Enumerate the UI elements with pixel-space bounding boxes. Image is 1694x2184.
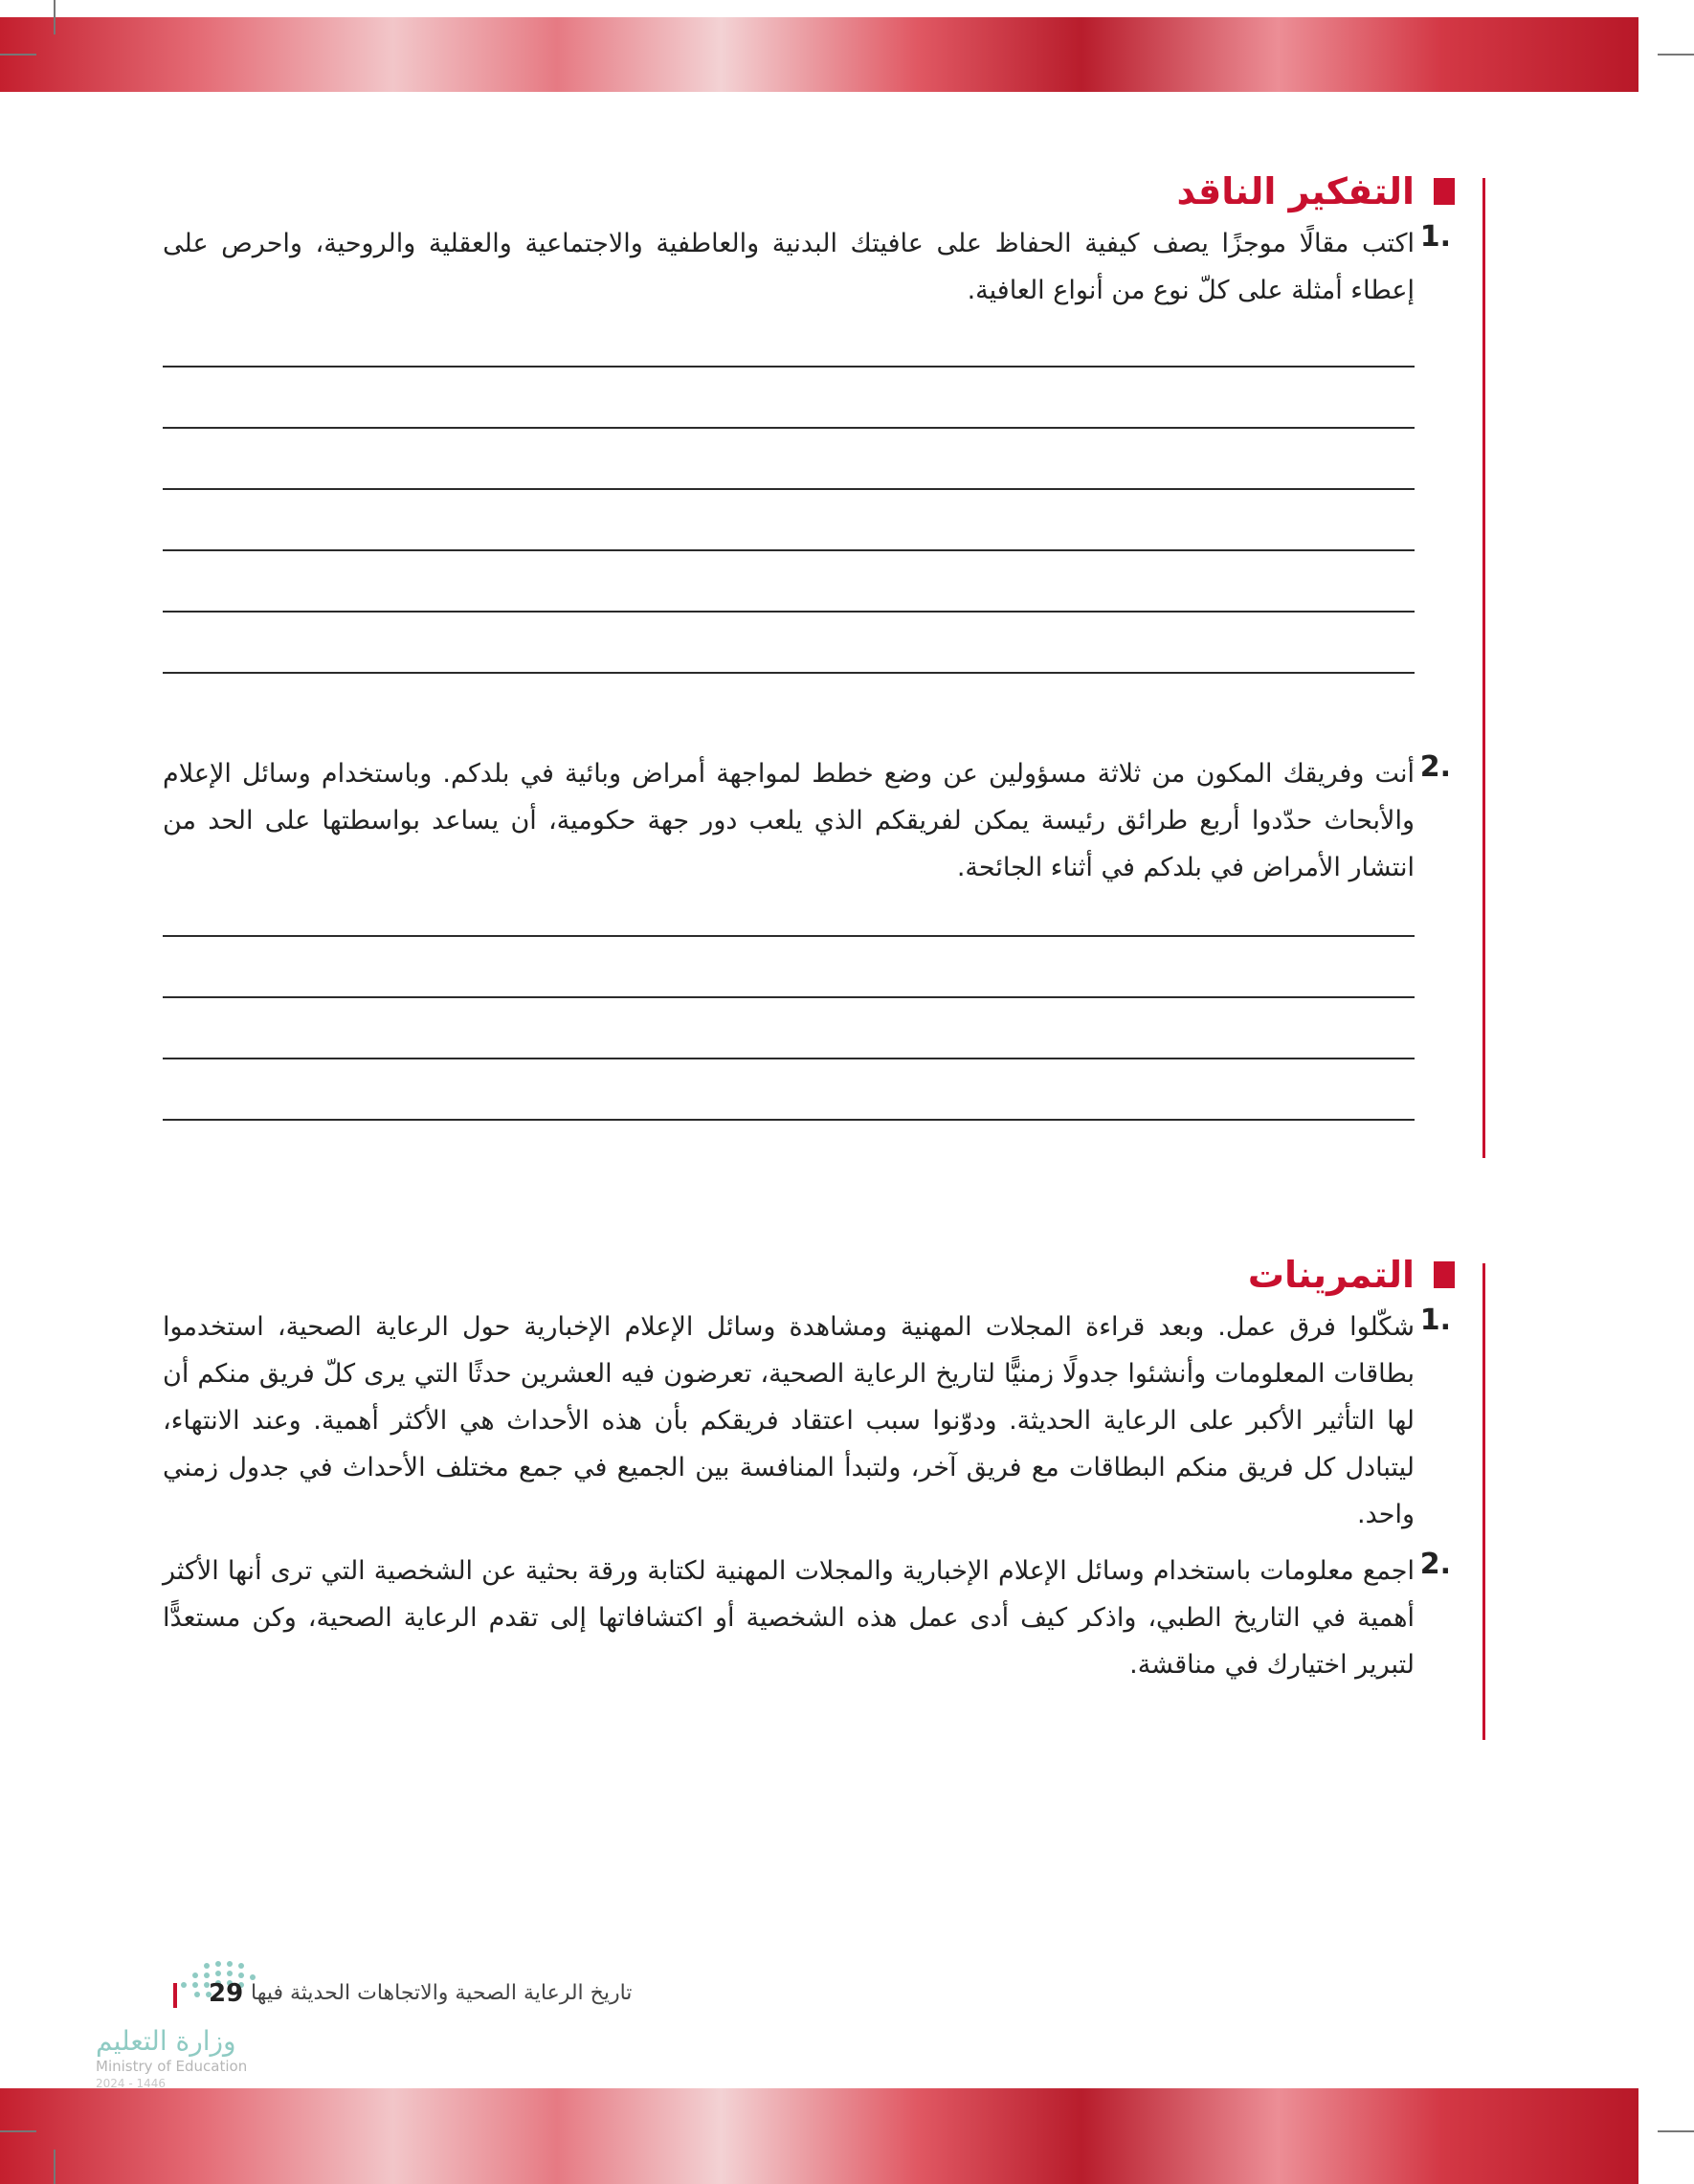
section-heading (163, 1250, 1415, 1304)
exercise-text: شكّلوا فرق عمل. وبعد قراءة المجلات المهنية ومشاهدة وسائل الإعلام الإخبارية حول الرعاية الصحية، استخدموا بطاقات المعلومات وأنشئوا جدولًا زمنيًّا لتاريخ الرعاية الصحية، تعرضون فيه العشرين حدثًا التي يرى كلّ فريق منكم أن لها التأثير الأكبر على الرعاية الحديثة. ودوّنوا سبب اعتقاد فريقكم بأن هذه الأحداث هي الأكثر أهمية. وعند الانتهاء، ليتبادل كل فريق منكم البطاقات مع فريق آخر، ولتبدأ المنافسة بين الجميع في جمع مختلف الأحداث في جدول زمني واحد. (163, 1312, 1415, 1529)
answer-line[interactable] (163, 488, 1415, 490)
ministry-logo-arabic: وزارة التعليم (96, 2025, 236, 2057)
answer-line[interactable] (163, 935, 1415, 937)
answer-line[interactable] (163, 611, 1415, 613)
question-number: 1. (1419, 220, 1451, 254)
answer-line[interactable] (163, 996, 1415, 998)
exercise-item (163, 1304, 1451, 1538)
crop-mark (0, 54, 36, 56)
answer-line[interactable] (163, 1119, 1415, 1121)
heading-marker (1434, 1261, 1455, 1288)
section-title: التمرينات (1247, 1254, 1415, 1296)
page-number: 29 (209, 1979, 244, 2008)
answer-line[interactable] (163, 366, 1415, 368)
answer-lines (163, 366, 1415, 674)
exercise-number: 2. (1419, 1548, 1451, 1581)
critical-thinking-section (163, 167, 1451, 1121)
question-item (163, 750, 1451, 891)
question-number: 2. (1419, 750, 1451, 784)
section-heading (163, 167, 1415, 220)
question-text: اكتب مقالًا موجزًا يصف كيفية الحفاظ على عافيتك البدنية والعاطفية والاجتماعية والعقلية والروحية، واحرص على إعطاء أمثلة على كلّ نوع من أنواع العافية. (163, 229, 1415, 305)
question-text: أنت وفريقك المكون من ثلاثة مسؤولين عن وضع خطط لمواجهة أمراض وبائية في بلدكم. وباستخدام وسائل الإعلام والأبحاث حدّدوا أربع طرائق رئيسة يمكن لفريقكم الذي يلعب دور جهة حكومية، أن يساعد بواسطتها على الحد من انتشار الأمراض في بلدكم في أثناء الجائحة. (163, 759, 1415, 882)
bottom-decorative-band (0, 2088, 1638, 2184)
answer-line[interactable] (163, 427, 1415, 429)
section-side-rule (1482, 178, 1485, 1158)
top-decorative-band (0, 17, 1638, 92)
book-title: تاريخ الرعاية الصحية والاتجاهات الحديثة فيها (251, 1981, 633, 2005)
crop-mark (0, 2130, 36, 2132)
exercise-text: اجمع معلومات باستخدام وسائل الإعلام الإخبارية والمجلات المهنية لكتابة ورقة بحثية عن الشخصية التي ترى أنها الأكثر أهمية في التاريخ الطبي، واذكر كيف أدى عمل هذه الشخصية أو اكتشافاتها إلى تقدم الرعاية الصحية، وكن مستعدًّا لتبرير اختيارك في مناقشة. (163, 1556, 1415, 1680)
section-side-rule (1482, 1263, 1485, 1740)
crop-mark (1658, 54, 1694, 56)
question-item (163, 220, 1451, 314)
answer-lines (163, 935, 1415, 1121)
ministry-logo-english: Ministry of Education (96, 2058, 248, 2075)
answer-line[interactable] (163, 549, 1415, 551)
crop-mark (54, 0, 56, 34)
exercises-section (163, 1250, 1451, 1688)
exercise-item (163, 1548, 1451, 1688)
crop-mark (54, 2150, 56, 2184)
answer-line[interactable] (163, 1058, 1415, 1059)
ministry-logo-year: 2024 - 1446 (96, 2077, 167, 2090)
section-title: التفكير الناقد (1176, 170, 1415, 212)
crop-mark (1658, 2130, 1694, 2132)
heading-marker (1434, 178, 1455, 205)
page-number-marker (173, 1983, 177, 2008)
answer-line[interactable] (163, 672, 1415, 674)
exercise-number: 1. (1419, 1304, 1451, 1337)
